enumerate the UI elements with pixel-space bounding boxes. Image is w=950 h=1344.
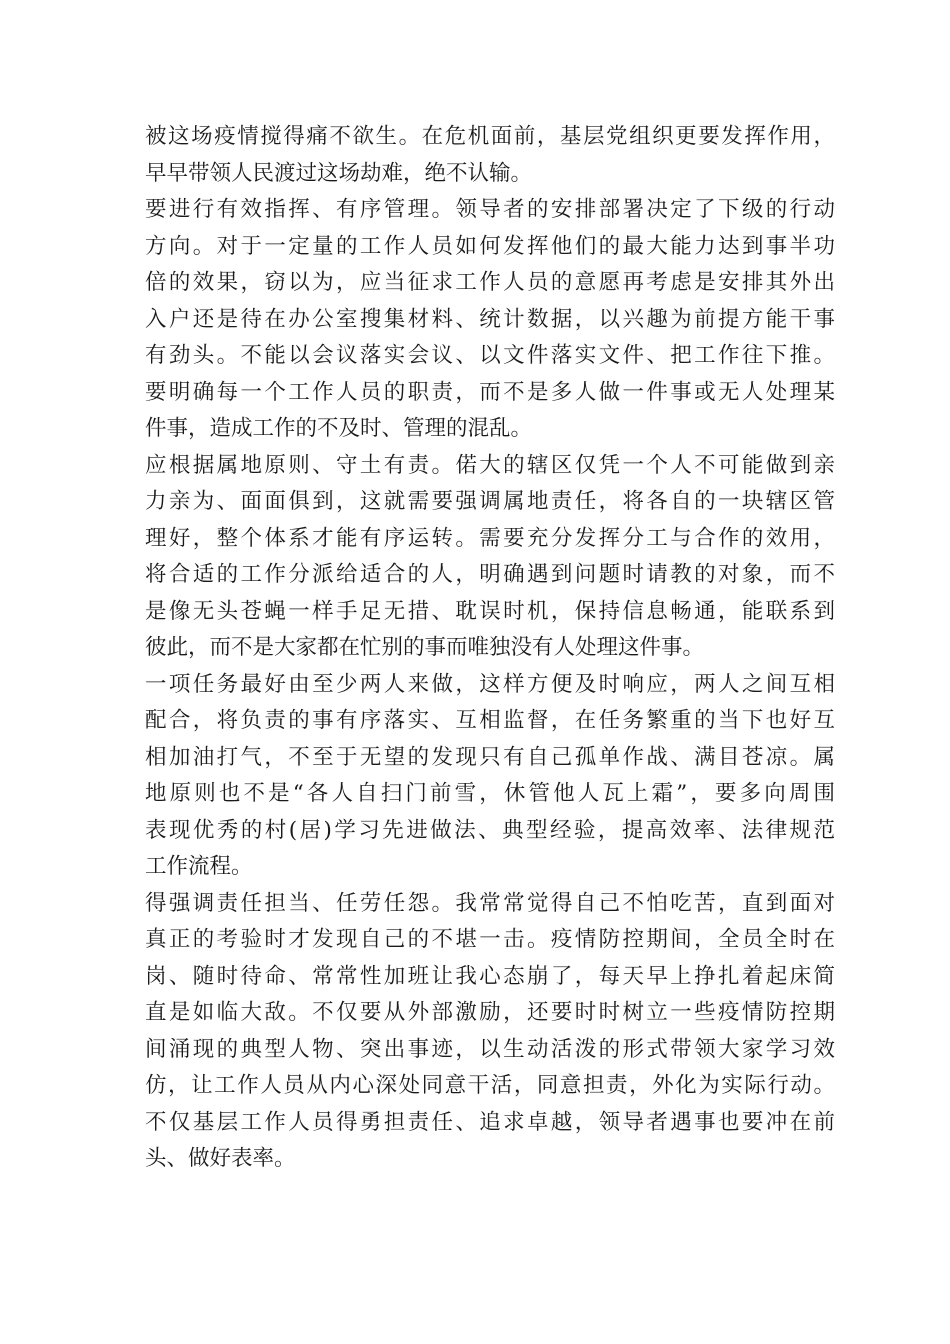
paragraph <box>145 119 835 192</box>
text-line: 倍的效果，窃以为，应当征求工作人员的意愿再考虑是安排其外出 <box>145 270 835 295</box>
text-line: 理好，整个体系才能有序运转。需要充分发挥分工与合作的效用， <box>145 525 835 551</box>
text-line: 是像无头苍蝇一样手足无措、耽误时机，保持信息畅通，能联系到 <box>145 598 835 624</box>
text-line: 真正的考验时才发现自己的不堪一击。疫情防控期间，全员全时在 <box>145 927 835 952</box>
paragraph <box>145 886 835 1178</box>
text-line: 件事，造成工作的不及时、管理的混乱。 <box>145 416 533 441</box>
text-line: 要进行有效指挥、有序管理。领导者的安排部署决定了下级的行动 <box>145 197 835 222</box>
text-line: 被这场疫情搅得痛不欲生。在危机面前，基层党组织更要发挥作用， <box>145 124 835 149</box>
text-line: 要明确每一个工作人员的职责，而不是多人做一件事或无人处理某 <box>145 379 835 405</box>
text-line: 有劲头。不能以会议落实会议、以文件落实文件、把工作往下推。 <box>145 343 835 368</box>
text-line: 配合，将负责的事有序落实、互相监督，在任务繁重的当下也好互 <box>145 708 835 733</box>
text-line: 入户还是待在办公室搜集材料、统计数据，以兴趣为前提方能干事 <box>145 306 835 332</box>
text-line: 方向。对于一定量的工作人员如何发挥他们的最大能力达到事半功 <box>145 233 835 259</box>
document-body <box>145 119 835 1178</box>
text-line: 得强调责任担当、任劳任怨。我常常觉得自己不怕吃苦，直到面对 <box>145 890 835 916</box>
text-line: 间涌现的典型人物、突出事迹，以生动活泼的形式带领大家学习效 <box>145 1036 835 1062</box>
paragraph <box>145 448 835 667</box>
text-line: 工作流程。 <box>145 854 253 879</box>
text-line: 将合适的工作分派给适合的人，明确遇到问题时请教的对象，而不 <box>145 562 835 587</box>
text-line: 力亲为、面面俱到，这就需要强调属地责任，将各自的一块辖区管 <box>145 489 835 514</box>
text-line: 一项任务最好由至少两人来做，这样方便及时响应，两人之间互相 <box>145 671 835 697</box>
text-line: 早早带领人民渡过这场劫难，绝不认输。 <box>145 160 533 186</box>
text-line: 表现优秀的村(居)学习先进做法、典型经验，提高效率、法律规范 <box>145 817 835 843</box>
text-line: 不仅基层工作人员得勇担责任、追求卓越，领导者遇事也要冲在前 <box>145 1109 835 1135</box>
text-line: 仿，让工作人员从内心深处同意干活，同意担责，外化为实际行动。 <box>145 1073 835 1098</box>
text-line: 地原则也不是“各人自扫门前雪，休管他人瓦上霜”，要多向周围 <box>145 781 835 806</box>
text-line: 彼此，而不是大家都在忙别的事而唯独没有人处理这件事。 <box>145 635 705 660</box>
text-line: 应根据属地原则、守土有责。偌大的辖区仅凭一个人不可能做到亲 <box>145 452 835 478</box>
paragraph <box>145 192 835 448</box>
text-line: 直是如临大敌。不仅要从外部激励，还要时时树立一些疫情防控期 <box>145 1000 835 1025</box>
text-line: 岗、随时待命、常常性加班让我心态崩了，每天早上挣扎着起床简 <box>145 963 835 989</box>
text-line: 头、做好表率。 <box>145 1146 296 1171</box>
text-line: 相加油打气，不至于无望的发现只有自己孤单作战、满目苍凉。属 <box>145 744 835 770</box>
paragraph <box>145 667 835 886</box>
